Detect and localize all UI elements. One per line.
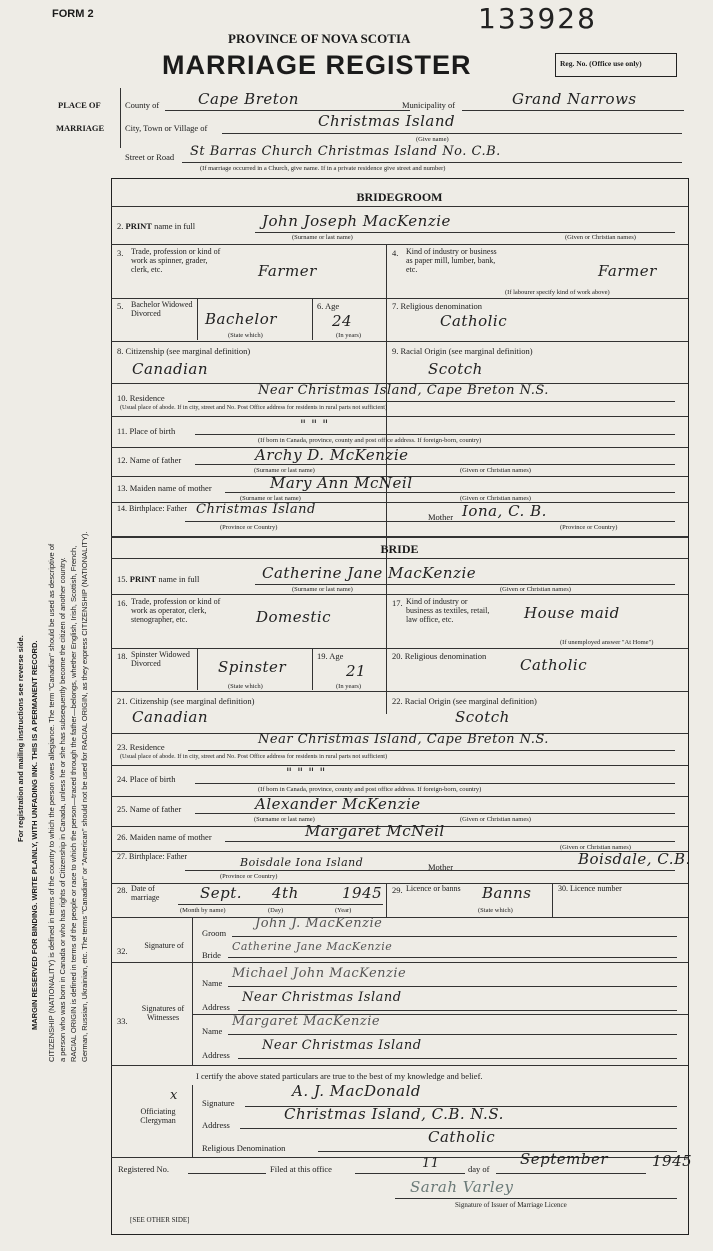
witness2-address: Near Christmas Island <box>262 1038 422 1053</box>
f23-note: (Usual place of abode. If in city, street and No. Post Office address for residents in rural parts not sufficient) <box>120 753 388 760</box>
bride-birthplace: " " " " <box>286 766 326 781</box>
f17-number: 17. <box>392 598 403 608</box>
groom-father: Archy D. McKenzie <box>255 446 409 464</box>
marriage-day: 4th <box>272 884 299 902</box>
f28-day-caption: (Day) <box>268 907 284 914</box>
f29-number: 29. <box>392 885 403 895</box>
f24-note: (If born in Canada, province, county and post office address. If foreign-born, country) <box>258 786 482 793</box>
f20-label: Religious denomination <box>404 651 487 661</box>
certify-statement: I certify the above stated particulars are true to the best of my knowledge and belief. <box>196 1071 483 1081</box>
f5-caption: (State which) <box>228 332 263 339</box>
filed-label: Filed at this office <box>270 1164 332 1174</box>
bride-surname-caption: (Surname or last name) <box>292 586 353 593</box>
f4-note: (If labourer specify kind of work above) <box>505 289 610 296</box>
groom-religion: Catholic <box>440 312 508 330</box>
f10-number: 10. <box>117 393 128 403</box>
groom-racial-origin: Scotch <box>428 360 483 378</box>
f11-number: 11. <box>117 426 128 436</box>
f29-caption: (State which) <box>478 907 513 914</box>
w2-name-label: Name <box>202 1026 223 1036</box>
bride-residence: Near Christmas Island, Cape Breton N.S. <box>258 732 549 747</box>
f21-number: 21. <box>117 696 128 706</box>
f33-label: Signatures of Witnesses <box>141 1004 185 1022</box>
bride-father: Alexander McKenzie <box>255 795 421 813</box>
bridegroom-heading: BRIDEGROOM <box>356 190 443 204</box>
groom-trade: Farmer <box>258 262 317 280</box>
bride-age: 21 <box>346 662 367 680</box>
groom-surname-caption: (Surname or last name) <box>292 234 353 241</box>
municipality-value: Grand Narrows <box>512 90 637 108</box>
bride-father-birthplace: Boisdale Iona Island <box>240 856 364 869</box>
f25-number: 25. <box>117 804 128 814</box>
f27-label: Birthplace: Father <box>129 852 187 861</box>
bride-citizenship: Canadian <box>132 708 209 726</box>
f33-number: 33. <box>117 1016 128 1026</box>
f23-number: 23. <box>117 742 128 752</box>
w1-address-label: Address <box>202 1002 230 1012</box>
street-value: St Barras Church Christmas Island No. C.B. <box>190 144 501 159</box>
f30-number: 30. <box>558 884 568 893</box>
margin-citizenship-1: CITIZENSHIP (NATIONALITY) is defined in terms of the country to which the person owes allegiance. The term "Canadian" should be used as descriptive of <box>47 543 56 1062</box>
bride-industry: House maid <box>524 604 620 622</box>
f14-father-caption: (Province or Country) <box>220 524 278 531</box>
filed-day: 11 <box>422 1156 440 1171</box>
clergy-address-label: Address <box>202 1120 230 1130</box>
see-other-side: [SEE OTHER SIDE] <box>130 1216 190 1224</box>
f6-number: 6. <box>317 301 324 311</box>
f32-label: Signature of <box>144 941 184 950</box>
f5-number: 5. <box>117 301 124 311</box>
margin-racial-1: RACIAL ORIGIN is defined in terms of the people or race to which the person—traced through the father—belongs, whether English, Irish, Scottish, French, <box>69 545 78 1062</box>
issuer-caption: Signature of Issuer of Marriage Licence <box>455 1201 567 1209</box>
f14-label: Birthplace: Father <box>129 504 187 513</box>
street-note: (If marriage occurred in a Church, give name. If in a private residence give street and number) <box>200 165 446 172</box>
f20-number: 20. <box>392 651 403 661</box>
bride-marital-status: Spinster <box>218 658 287 676</box>
f26-label: Maiden name of mother <box>129 832 212 842</box>
f5-label: Bachelor Widowed Divorced <box>131 300 193 318</box>
reg-no-label: Reg. No. (Office use only) <box>560 59 642 68</box>
bride-mother-birthplace: Boisdale, C.B. <box>578 850 691 868</box>
f3-label: Trade, profession or kind of work as spinner, grader, clerk, etc. <box>131 247 221 274</box>
f2-print: PRINT <box>125 221 152 231</box>
groom-industry: Farmer <box>598 262 657 280</box>
f12-number: 12. <box>117 455 128 465</box>
county-value: Cape Breton <box>198 90 299 108</box>
clergy-denomination-label: Religious Denomination <box>202 1143 286 1153</box>
clergy-signature: A. J. MacDonald <box>292 1082 422 1100</box>
f11-label: Place of birth <box>129 426 176 436</box>
municipality-label: Municipality of <box>402 100 456 110</box>
province-heading: PROVINCE OF NOVA SCOTIA <box>228 31 411 46</box>
f18-caption: (State which) <box>228 683 263 690</box>
bride-sig-label: Bride <box>202 950 221 960</box>
witness1-name: Michael John MacKenzie <box>232 966 407 981</box>
f9-label: Racial Origin (see marginal definition) <box>400 346 533 356</box>
bride-name: Catherine Jane MacKenzie <box>262 564 477 582</box>
f19-caption: (In years) <box>336 683 362 690</box>
groom-mother: Mary Ann McNeil <box>270 474 413 492</box>
f24-number: 24. <box>117 774 128 784</box>
bride-trade: Domestic <box>256 608 332 626</box>
f22-number: 22. <box>392 696 403 706</box>
city-label: City, Town or Village of <box>125 123 208 133</box>
groom-birthplace: " " " <box>300 418 329 433</box>
f22-label: Racial Origin (see marginal definition) <box>404 696 537 706</box>
marriage-label: MARRIAGE <box>56 123 105 133</box>
f7-number: 7. <box>392 301 399 311</box>
f8-number: 8. <box>117 346 124 356</box>
f4-number: 4. <box>392 248 399 258</box>
f8-label: Citizenship (see marginal definition) <box>125 346 251 356</box>
bride-racial-origin: Scotch <box>455 708 510 726</box>
clergy-address: Christmas Island, C.B. N.S. <box>284 1105 504 1123</box>
f18-number: 18. <box>117 651 128 661</box>
f16-number: 16. <box>117 598 128 608</box>
f28-month-caption: (Month by name) <box>180 907 226 914</box>
issuer-signature: Sarah Varley <box>410 1178 514 1196</box>
f2-label: name in full <box>154 221 196 231</box>
f25-label: Name of father <box>129 804 182 814</box>
w2-address-label: Address <box>202 1050 230 1060</box>
city-value: Christmas Island <box>318 112 456 130</box>
f3-number: 3. <box>117 248 124 258</box>
f32-number: 32. <box>117 946 128 956</box>
give-name-caption: (Give name) <box>416 136 449 143</box>
f7-label: Religious denomination <box>400 301 482 311</box>
f14-mother-caption: (Province or Country) <box>560 524 618 531</box>
clergy-label: Officiating Clergyman <box>140 1107 176 1125</box>
groom-residence: Near Christmas Island, Cape Breton N.S. <box>258 383 549 398</box>
margin-racial-2: German, Russian, Ukrainian, etc. The terms "Canadian" or "American" should not be used for RACIAL ORIGIN, as they express CITIZENSHIP (NATIONALITY). <box>80 531 89 1062</box>
margin-binding-note: MARGIN RESERVED FOR BINDING. WRITE PLAINLY, WITH UNFADING INK. THIS IS A PERMANENT RECORD. <box>30 640 39 1030</box>
f14-number: 14. <box>117 504 127 513</box>
page-title: MARRIAGE REGISTER <box>162 50 472 80</box>
clergy-denomination: Catholic <box>428 1128 496 1146</box>
marriage-month: Sept. <box>200 884 243 902</box>
f18-label: Spinster Widowed Divorced <box>131 650 190 668</box>
licence-or-banns: Banns <box>482 884 532 902</box>
groom-name: John Joseph MacKenzie <box>262 212 451 230</box>
f13-surname-caption: (Surname or last name) <box>240 495 301 502</box>
f19-number: 19. <box>317 651 328 661</box>
f4-label: Kind of industry or business as paper mill, lumber, bank, etc. <box>406 247 497 274</box>
f28-label: Date of marriage <box>131 884 160 902</box>
county-label: County of <box>125 100 160 110</box>
groom-marital-status: Bachelor <box>205 310 277 328</box>
f2-number: 2. <box>117 221 124 231</box>
f12-given-caption: (Given or Christian names) <box>460 467 531 474</box>
w1-name-label: Name <box>202 978 223 988</box>
clergy-sig-label: Signature <box>202 1098 235 1108</box>
registration-stamp: 133928 <box>478 2 597 35</box>
witness1-address: Near Christmas Island <box>242 990 402 1005</box>
bride-mother: Margaret McNeil <box>305 822 445 840</box>
groom-citizenship: Canadian <box>132 360 209 378</box>
filed-month: September <box>520 1150 609 1168</box>
f25-given-caption: (Given or Christian names) <box>460 816 531 823</box>
f13-given-caption: (Given or Christian names) <box>460 495 531 502</box>
f25-surname-caption: (Surname or last name) <box>254 816 315 823</box>
f6-label: Age <box>325 301 340 311</box>
f24-label: Place of birth <box>129 774 176 784</box>
f23-label: Residence <box>129 742 165 752</box>
bride-signature: Catherine Jane MacKenzie <box>232 940 393 953</box>
f19-label: Age <box>329 651 344 661</box>
f27-number: 27. <box>117 852 127 861</box>
f17-note: (If unemployed answer "At Home") <box>560 639 654 646</box>
margin-citizenship-2: a person who was born in Canada or who has rights of Citizenship in Canada, unless he or she has subsequently become the citizen of another country. <box>58 557 67 1062</box>
bride-given-caption: (Given or Christian names) <box>500 586 571 593</box>
street-label: Street or Road <box>125 152 175 162</box>
registered-no-label: Registered No. <box>118 1164 169 1174</box>
place-of-label: PLACE OF <box>58 100 101 110</box>
f15-label: name in full <box>158 574 200 584</box>
form-number: FORM 2 <box>52 8 94 20</box>
f26-given-caption: (Given or Christian names) <box>560 844 631 851</box>
bride-heading: BRIDE <box>380 542 419 556</box>
f30-label: Licence number <box>570 884 622 893</box>
groom-father-birthplace: Christmas Island <box>196 502 316 517</box>
day-of-label: day of <box>468 1164 490 1174</box>
f11-note: (If born in Canada, province, county and post office address. If foreign-born, country) <box>258 437 482 444</box>
f16-label: Trade, profession or kind of work as operator, clerk, stenographer, etc. <box>131 597 221 624</box>
groom-signature: John J. MacKenzie <box>255 916 383 931</box>
witness2-name: Margaret MacKenzie <box>232 1014 381 1029</box>
groom-mother-birthplace: Iona, C. B. <box>462 502 547 520</box>
f9-number: 9. <box>392 346 399 356</box>
f26-number: 26. <box>117 832 128 842</box>
clergy-mark: x <box>170 1088 178 1103</box>
margin-instructions: For registration and mailing instructions see reverse side. <box>16 635 25 842</box>
f15-number: 15. <box>117 574 128 584</box>
f28-year-caption: (Year) <box>335 907 352 914</box>
f15-print: PRINT <box>129 574 157 584</box>
filed-year: 1945 <box>652 1152 693 1170</box>
f28-number: 28. <box>117 885 128 895</box>
f10-note: (Usual place of abode. If in city, street and No. Post Office address for residents in rural parts not sufficient) <box>120 404 388 411</box>
f12-label: Name of father <box>129 455 182 465</box>
f17-label: Kind of industry or business as textiles, retail, law office, etc. <box>406 597 490 624</box>
f21-label: Citizenship (see marginal definition) <box>129 696 255 706</box>
reg-no-box <box>555 53 677 77</box>
f14-mother-label: Mother <box>428 512 454 522</box>
f10-label: Residence <box>129 393 165 403</box>
f13-number: 13. <box>117 483 128 493</box>
groom-sig-label: Groom <box>202 928 227 938</box>
f13-label: Maiden name of mother <box>129 483 212 493</box>
marriage-year: 1945 <box>342 884 383 902</box>
f27-mother-label: Mother <box>428 862 454 872</box>
f27-father-caption: (Province or Country) <box>220 873 278 880</box>
f6-caption: (In years) <box>336 332 362 339</box>
bride-religion: Catholic <box>520 656 588 674</box>
groom-given-caption: (Given or Christian names) <box>565 234 636 241</box>
f12-surname-caption: (Surname or last name) <box>254 467 315 474</box>
groom-age: 24 <box>332 312 353 330</box>
f29-label: Licence or banns <box>406 884 461 893</box>
